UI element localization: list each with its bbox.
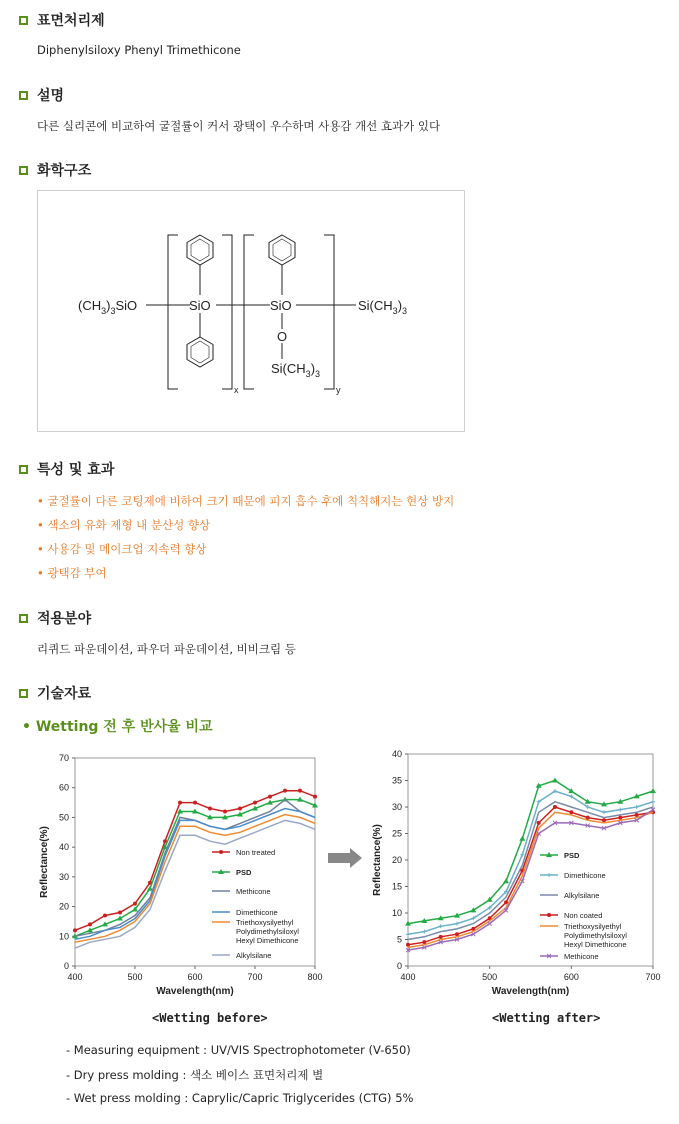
- measurement-note: - Measuring equipment : UV/VIS Spectrophotometer (V-650): [66, 1043, 411, 1057]
- section-applications: [19, 608, 91, 628]
- data-point: [133, 902, 137, 906]
- legend-label: Hexyl Dimethicone: [564, 940, 627, 949]
- property-bullet: • 색소의 유화 제형 내 분산성 향상: [37, 518, 211, 532]
- section-description: [19, 85, 64, 105]
- wetting-comparison-title: • Wetting 전 후 반사율 비교: [22, 719, 213, 735]
- legend-label: Dimethicone: [564, 871, 606, 880]
- property-bullet: • 사용감 및 메이크업 지속력 향상: [37, 542, 207, 556]
- right-end-group: $Si(CH_3)_3$: [358, 298, 408, 316]
- data-point: [193, 801, 197, 805]
- section-title: 설명: [37, 88, 65, 104]
- y-tick-label: 40: [391, 749, 402, 759]
- legend-label: Alkylsilane: [236, 951, 272, 960]
- y-tick-label: 20: [391, 855, 402, 865]
- x-tick-label: 700: [645, 972, 661, 982]
- legend-label: Non coated: [564, 911, 603, 920]
- legend-label: Hexyl Dimethicone: [236, 936, 299, 945]
- y-tick-label: 35: [391, 775, 402, 786]
- x-tick-label: 600: [187, 972, 203, 982]
- section-title: 기술자료: [37, 686, 92, 702]
- chart-wetting-after: [364, 746, 664, 998]
- legend-label: Triethoxysilyethyl: [236, 918, 294, 927]
- y-tick-label: 10: [58, 931, 69, 942]
- y-tick-label: 30: [391, 802, 402, 812]
- property-bullet: • 광택감 부여: [37, 566, 107, 580]
- y-tick-label: 0: [396, 961, 402, 971]
- bullet-square-icon: [19, 16, 28, 25]
- chemical-structure-diagram: [38, 191, 464, 431]
- x-axis-label: Wavelength(nm): [491, 986, 570, 997]
- bullet-square-icon: [19, 91, 28, 100]
- legend-label: Non treated: [236, 848, 276, 857]
- x-tick-label: 400: [67, 972, 83, 982]
- data-point: [586, 816, 590, 820]
- left-end-group: $(CH_3)_3SiO$: [78, 298, 138, 316]
- legend-label: PSD: [564, 851, 580, 860]
- data-point: [178, 801, 182, 805]
- data-point: [313, 795, 317, 799]
- data-point: [406, 943, 410, 947]
- y-tick-label: 30: [58, 871, 69, 882]
- y-tick-label: 5: [396, 934, 402, 945]
- x-tick-label: 400: [400, 972, 416, 982]
- chart-wetting-before: [35, 746, 331, 998]
- caption-wetting-before: <Wetting before>: [152, 1011, 268, 1025]
- description-text: 다른 실리콘에 비교하여 굴절률이 커서 광택이 우수하며 사용감 개선 효과가 있다: [37, 119, 441, 133]
- data-point: [238, 807, 242, 811]
- data-point: [283, 789, 287, 793]
- property-bullet: • 굴절률이 다른 코팅제에 비하여 크기 때문에 피지 흡수 후에 칙칙해지는 현상 방지: [37, 494, 455, 508]
- data-point: [537, 821, 541, 825]
- legend-label: Polydimethylsiloxyl: [564, 931, 627, 940]
- measurement-note: - Wet press molding : Caprylic/Capric Triglycerides (CTG) 5%: [66, 1091, 414, 1105]
- bottom-end-group: $Si(CH_3)_3$: [271, 361, 321, 379]
- section-title: 적용분야: [37, 611, 92, 627]
- product-name: Diphenylsiloxy Phenyl Trimethicone: [37, 43, 241, 57]
- bullet-square-icon: [19, 689, 28, 698]
- chemical-structure-box: [37, 190, 465, 432]
- section-technical-data: [19, 683, 91, 703]
- y-axis-label: Reflectance(%): [39, 826, 50, 898]
- data-point: [602, 818, 606, 822]
- x-axis-label: Wavelength(nm): [156, 986, 234, 997]
- applications-text: 리퀴드 파운데이션, 파우더 파운데이션, 비비크림 등: [37, 642, 296, 656]
- x-tick-label: 700: [247, 972, 263, 982]
- subscript-y: y: [336, 385, 341, 395]
- y-tick-label: 25: [391, 828, 402, 839]
- section-title: 표면처리제: [37, 13, 105, 29]
- data-point: [223, 809, 227, 813]
- data-point: [298, 789, 302, 793]
- siloxane-unit-x: SiO: [189, 298, 211, 313]
- y-axis-label: Reflectance(%): [372, 824, 383, 896]
- legend-marker: [219, 850, 223, 854]
- y-tick-label: 10: [391, 908, 402, 918]
- legend-label: Methicone: [236, 887, 271, 896]
- measurement-note: - Dry press molding : 색소 베이스 표면처리제 별: [66, 1068, 324, 1082]
- legend-marker: [547, 913, 551, 917]
- bullet-square-icon: [19, 166, 28, 175]
- legend-label: Triethoxysilyethyl: [564, 922, 622, 931]
- x-tick-label: 800: [307, 972, 323, 982]
- data-point: [88, 922, 92, 926]
- section-title: 화학구조: [37, 163, 92, 179]
- siloxane-unit-y: SiO: [270, 298, 292, 313]
- x-tick-label: 600: [563, 972, 579, 982]
- y-tick-label: 0: [63, 961, 69, 971]
- data-point: [268, 795, 272, 799]
- data-point: [253, 801, 257, 805]
- data-point: [73, 928, 77, 932]
- bullet-square-icon: [19, 465, 28, 474]
- x-tick-label: 500: [482, 972, 498, 982]
- x-tick-label: 500: [127, 972, 143, 982]
- data-point: [103, 913, 107, 917]
- legend-label: PSD: [236, 868, 252, 877]
- caption-wetting-after: <Wetting after>: [492, 1011, 601, 1025]
- section-chemical-structure: [19, 160, 91, 180]
- legend-label: Alkylsilane: [564, 891, 600, 900]
- oxygen-atom: O: [277, 329, 288, 344]
- data-point: [208, 807, 212, 811]
- data-point: [553, 805, 557, 809]
- y-tick-label: 60: [58, 782, 69, 793]
- section-surface-treatment: [19, 10, 105, 30]
- y-tick-label: 40: [58, 842, 69, 853]
- data-point: [118, 911, 122, 915]
- y-tick-label: 70: [58, 753, 69, 763]
- subscript-x: x: [234, 385, 239, 395]
- bullet-square-icon: [19, 614, 28, 623]
- data-point: [618, 816, 622, 820]
- y-tick-label: 50: [58, 812, 69, 823]
- y-tick-label: 15: [391, 881, 402, 892]
- legend-label: Methicone: [564, 952, 599, 961]
- data-point: [569, 810, 573, 814]
- data-point: [635, 813, 639, 817]
- data-point: [439, 935, 443, 939]
- legend-label: Dimethicone: [236, 908, 278, 917]
- arrow-icon: [326, 848, 366, 868]
- legend-label: Polydimethylsiloxyl: [236, 927, 299, 936]
- section-properties: [19, 459, 114, 479]
- y-tick-label: 20: [58, 901, 69, 912]
- section-title: 특성 및 효과: [37, 462, 115, 478]
